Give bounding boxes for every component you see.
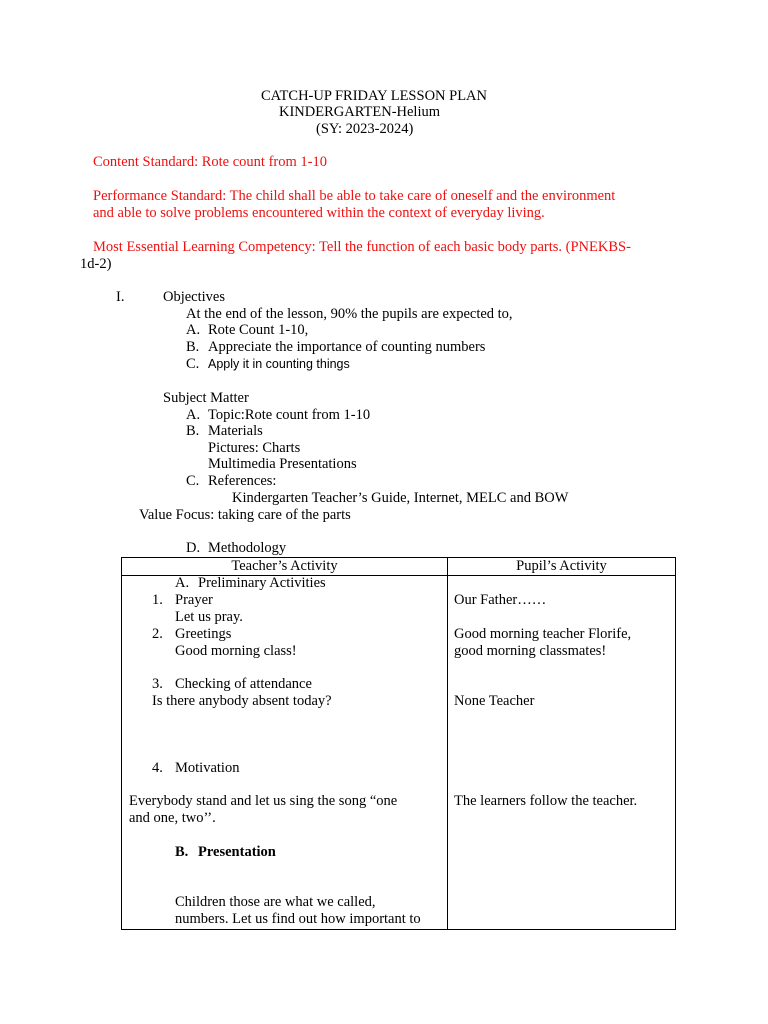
motivation-heading: Motivation: [175, 760, 240, 776]
pupil-activity-cell: [448, 576, 676, 930]
topic-marker: A.: [186, 407, 201, 423]
objectives-heading: Objectives: [163, 289, 226, 305]
step-number: 1.: [152, 592, 163, 608]
objective-item: Rote Count 1-10,: [208, 322, 309, 338]
class-name: KINDERGARTEN-Helium: [279, 104, 441, 120]
attendance-text: Is there anybody absent today?: [152, 693, 332, 709]
subject-matter-heading: Subject Matter: [163, 390, 249, 406]
teacher-activity-header: Teacher’s Activity: [122, 558, 448, 576]
value-focus: Value Focus: taking care of the parts: [139, 507, 351, 523]
presentation-text-line1: Children those are what we called,: [175, 894, 376, 910]
methodology-label: Methodology: [208, 540, 287, 556]
greetings-heading: Greetings: [175, 626, 232, 642]
step-number: 3.: [152, 676, 163, 692]
attendance-response: None Teacher: [454, 693, 535, 709]
melc-line1: Most Essential Learning Competency: Tell the function of each basic body parts. (PNEKBS-: [93, 239, 631, 255]
content-standard: Content Standard: Rote count from 1-10: [93, 154, 327, 170]
step-number: 2.: [152, 626, 163, 642]
materials-item: Pictures: Charts: [208, 440, 301, 456]
prayer-heading: Prayer: [175, 592, 213, 608]
melc-line2: 1d-2): [80, 256, 112, 272]
objectives-intro: At the end of the lesson, 90% the pupils are expected to,: [186, 306, 513, 322]
presentation-text-line2: numbers. Let us find out how important to: [175, 911, 421, 927]
performance-standard-line2: and able to solve problems encountered within the context of everyday living.: [93, 205, 545, 221]
references-label: References:: [208, 473, 277, 489]
objective-marker: C.: [186, 356, 200, 372]
methodology-marker: D.: [186, 540, 201, 556]
methodology-table: [121, 557, 676, 930]
presentation-heading: Presentation: [198, 844, 276, 860]
objective-item: Appreciate the importance of counting numbers: [208, 339, 486, 355]
prelim-marker: A.: [175, 576, 190, 591]
section-numeral: I.: [116, 289, 125, 305]
materials-marker: B.: [186, 423, 200, 439]
topic: Topic:Rote count from 1-10: [208, 407, 371, 423]
motivation-text-line1: Everybody stand and let us sing the song “one: [129, 793, 398, 809]
greeting-response-line1: Good morning teacher Florife,: [454, 626, 632, 642]
greetings-text: Good morning class!: [175, 643, 297, 659]
greeting-response-line2: good morning classmates!: [454, 643, 607, 659]
prelim-heading: Preliminary Activities: [198, 576, 326, 591]
prayer-response: Our Father……: [454, 592, 547, 608]
objective-marker: A.: [186, 322, 201, 338]
motivation-response: The learners follow the teacher.: [454, 793, 638, 809]
lesson-plan-title: CATCH-UP FRIDAY LESSON PLAN: [261, 88, 487, 104]
presentation-marker: B.: [175, 844, 189, 860]
pupil-activity-header: Pupil’s Activity: [448, 558, 676, 576]
objective-marker: B.: [186, 339, 200, 355]
teacher-activity-cell: [122, 576, 448, 930]
step-number: 4.: [152, 760, 163, 776]
performance-standard-line1: Performance Standard: The child shall be able to take care of oneself and the environment: [93, 188, 616, 204]
objective-item: Apply it in counting things: [208, 357, 350, 371]
references-marker: C.: [186, 473, 200, 489]
materials-label: Materials: [208, 423, 263, 439]
materials-item: Multimedia Presentations: [208, 456, 357, 472]
attendance-heading: Checking of attendance: [175, 676, 312, 692]
school-year: (SY: 2023-2024): [316, 121, 414, 137]
motivation-text-line2: and one, two’’.: [129, 810, 216, 826]
references-text: Kindergarten Teacher’s Guide, Internet, MELC and BOW: [232, 490, 569, 506]
prayer-text: Let us pray.: [175, 609, 243, 625]
